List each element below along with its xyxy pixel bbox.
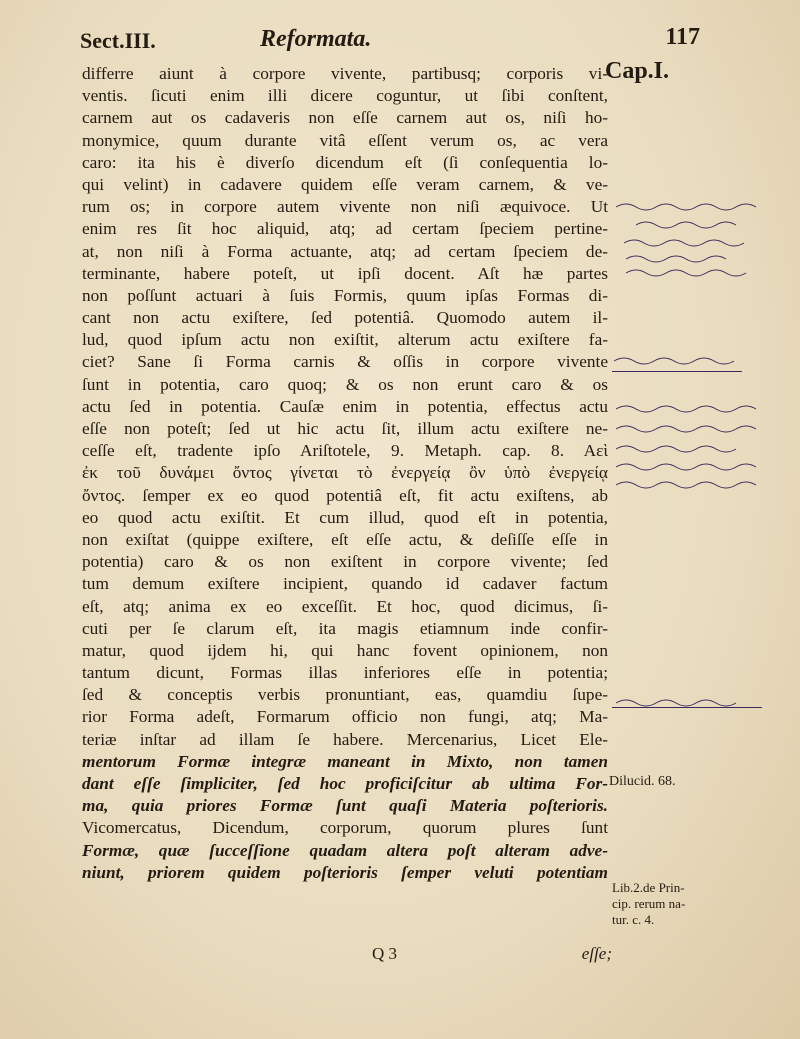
running-header bbox=[80, 22, 700, 60]
page-number: 117 bbox=[665, 24, 700, 50]
quotation-line: Formæ, quæ ſucceſſione quadam altera poſt alteram adve- bbox=[82, 840, 608, 860]
text-line: ventis. ſicuti enim illi dicere coguntur, ut ſibi conſtent, bbox=[82, 86, 608, 106]
text-line: teriæ inſtar ad illam ſe habere. Mercenarius, Licet Ele- bbox=[82, 729, 608, 749]
text-line: carnem aut os cadaveris non eſſe carnem aut os, niſi ho- bbox=[82, 108, 608, 128]
handwritten-annotation bbox=[610, 351, 770, 371]
text-line: actu ſed in potentia. Cauſæ enim in potentia, effectus actu bbox=[82, 396, 608, 416]
text-line: ſed & conceptis verbis pronuntiant, eas, quamdiu ſupe- bbox=[82, 685, 608, 705]
text-line: ſunt in potentia, caro quoq; & os non erunt caro & os bbox=[82, 374, 608, 394]
running-title: Reformata. bbox=[260, 26, 372, 52]
section-label: Sect.III. bbox=[80, 28, 156, 53]
quotation-line: dant eſſe ſimpliciter, ſed hoc proficiſcitur ab ultima For- bbox=[82, 774, 608, 793]
text-line: terminante, habere poteſt, ut ipſi docent. Aſt hæ partes bbox=[82, 263, 608, 283]
text-line: matur, quod ijdem hi, qui hanc fovent opinionem, non bbox=[82, 640, 608, 660]
signature-mark: Q 3 bbox=[372, 944, 398, 963]
quotation-line: niunt, priorem quidem poſterioris ſemper veluti potentiam bbox=[82, 862, 608, 882]
text-line: non exiſtat (quippe exiſtere, eſt eſſe actu, & deſiſſe eſſe in bbox=[82, 529, 608, 549]
main-text-block bbox=[82, 63, 608, 884]
annotation-rule bbox=[612, 371, 742, 372]
text-line: eſt, atq; anima ex eo exceſſit. Et hoc, quod dicimus, ſi- bbox=[82, 596, 608, 616]
text-line: cuti per ſe clarum eſt, ita magis etiamnum inde confir- bbox=[82, 618, 608, 638]
handwritten-annotation bbox=[612, 695, 772, 711]
text-line: qui velint) in cadavere quidem eſſe veram carnem, & ve- bbox=[82, 174, 608, 194]
handwritten-annotation bbox=[612, 395, 792, 495]
greek-text-line: ἐκ τοῦ δυνάμει ὄντος γίνεται τὸ ἐνεργείᾳ ὂν ὑπὸ ἐνεργείᾳ bbox=[82, 463, 608, 483]
text-line: caro: ita his è diverſo dicendum eſt (ſi conſequentia lo- bbox=[82, 152, 608, 172]
text-line: cant non actu exiſtere, ſed potentiâ. Quomodo autem il- bbox=[82, 308, 608, 328]
margin-citation-lib bbox=[612, 880, 722, 928]
margin-citation-line: tur. c. 4. bbox=[612, 912, 655, 927]
margin-citation-line: Lib.2.de Prin- bbox=[612, 880, 685, 895]
text-line: ceſſe eſt, tradente ipſo Ariſtotele, 9. Metaph. cap. 8. Aεὶ bbox=[82, 441, 608, 461]
text-line: monymice, quum durante vitâ eſſent verum os, ac vera bbox=[82, 130, 608, 150]
text-line: ciet? Sane ſi Forma carnis & oſſis in corpore vivente bbox=[82, 352, 608, 372]
text-line: tantum dicunt, Formas illas inferiores eſſe in potentia; bbox=[82, 663, 608, 683]
text-line: lud, quod ipſum actu non exiſtit, alterum actu exiſtere fa- bbox=[82, 330, 608, 350]
page-footer bbox=[82, 944, 612, 968]
text-line: eſſe non poteſt; ſed ut hic actu ſit, illum actu exiſtere ne- bbox=[82, 419, 608, 438]
quotation-line: ma, quia priores Formæ ſunt quaſi Materia poſterioris. bbox=[82, 796, 608, 816]
text-line: enim res ſit hoc aliquid, atq; ad certam ſpeciem pertine- bbox=[82, 219, 608, 239]
text-line: non poſſunt actuari à ſuis Formis, quum ipſas Formas di- bbox=[82, 285, 608, 305]
text-line: tum demum exiſtere incipient, quando id cadaver factum bbox=[82, 574, 608, 594]
text-line: Vicomercatus, Dicendum, corporum, quorum plures ſunt bbox=[82, 818, 608, 838]
text-line: differre aiunt à corpore vivente, partibusq; corporis vi- bbox=[82, 64, 608, 83]
catchword: eſſe; bbox=[581, 944, 612, 963]
text-line: rior Forma adeſt, Formarum officio non fungi, atq; Ma- bbox=[82, 707, 608, 727]
handwritten-annotation bbox=[612, 195, 792, 285]
text-line: ὄντος. ſemper ex eo quod potentiâ eſt, fit actu exiſtens, ab bbox=[82, 485, 608, 505]
margin-citation-line: cip. rerum na- bbox=[612, 896, 686, 911]
chapter-marker: Cap.I. bbox=[605, 58, 670, 84]
text-line: potentia) caro & os non exiſtent in corpore vivente; ſed bbox=[82, 552, 608, 572]
annotation-rule bbox=[612, 707, 762, 708]
margin-citation-dilucid: Dilucid. 68. bbox=[609, 774, 676, 789]
text-line: rum os; in corpore autem vivente non niſi æquivoce. Ut bbox=[82, 197, 608, 217]
text-line: eo quod actu exiſtit. Et cum illud, quod eſt in potentia, bbox=[82, 507, 608, 527]
quotation-line: mentorum Formæ integræ maneant in Mixto, non tamen bbox=[82, 751, 608, 771]
text-line: at, non niſi à Forma actuante, atq; ad certam ſpeciem de- bbox=[82, 241, 608, 261]
